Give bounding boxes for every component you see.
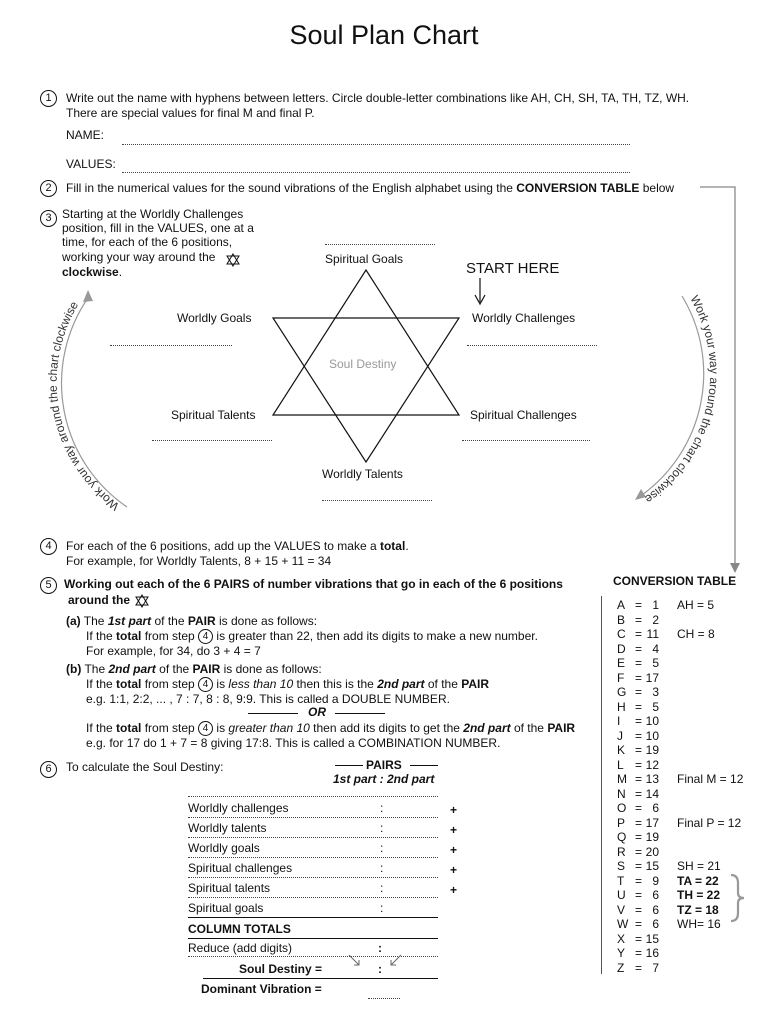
arc-label: Work your way around the chart clockwise — [45, 298, 122, 514]
step3-text: clockwise. — [62, 265, 123, 279]
letter-value: 6 — [652, 902, 659, 917]
spiritual-talents-label: Spiritual Talents — [171, 408, 256, 422]
letter-value: 16 — [645, 946, 659, 960]
pair-row[interactable]: Worldly goals : + — [188, 838, 438, 858]
letter-value: 12 — [645, 757, 659, 772]
letter: X — [617, 931, 626, 946]
column-totals-label: COLUMN TOTALS — [188, 922, 291, 936]
letter-value: 6 — [652, 888, 659, 902]
step3-text: time, for each of the 6 positions, — [62, 235, 233, 249]
letter: H — [617, 699, 626, 714]
step3-text: working your way around the — [62, 250, 216, 264]
worldly-talents-label: Worldly Talents — [322, 467, 403, 481]
step5a-line: If the total from step 4 is greater than 22, then add its digits to make a new number. — [86, 629, 538, 643]
letter: U — [617, 888, 626, 902]
letter: F — [617, 670, 625, 685]
pair-row[interactable]: Spiritual talents : + — [188, 878, 438, 898]
combination-value: WH= 16 — [677, 917, 721, 931]
combination-value: TH = 22 — [677, 888, 721, 902]
step-ref: 4 — [198, 721, 213, 736]
step5b-example: e.g. 1:1, 2:2, ... , 7 : 7, 8 : 8, 9:9. This is called a DOUBLE NUMBER. — [86, 692, 450, 706]
step6-text: To calculate the Soul Destiny: — [66, 760, 224, 774]
downward-triangle — [273, 318, 459, 462]
step5-heading: Working out each of the 6 PAIRS of number vibrations that go in each of the 6 positions — [64, 577, 563, 591]
spiritual-challenges-label: Spiritual Challenges — [470, 408, 577, 422]
letter: A — [617, 598, 626, 612]
reduce-label: Reduce (add digits) — [188, 941, 293, 955]
conversion-table-rule — [601, 596, 603, 974]
letter-value: 19 — [645, 743, 659, 757]
letter: C — [617, 627, 626, 641]
pair-row[interactable]: Worldly challenges : + — [188, 798, 438, 818]
step-number: 6 — [40, 761, 57, 778]
divider — [410, 765, 438, 766]
page-title: Soul Plan Chart — [289, 20, 479, 50]
equals-sign: = — [635, 786, 643, 801]
combination-value: Final M = 12 — [677, 772, 744, 786]
worldly-challenges-label: Worldly Challenges — [472, 311, 576, 325]
pair-row[interactable]: Worldly talents : + — [188, 818, 438, 838]
or-label: OR — [308, 705, 326, 719]
letter-value: 17 — [645, 815, 659, 830]
step-ref: 4 — [198, 677, 213, 692]
divider — [335, 765, 363, 766]
step4-example: For example, for Worldly Talents, 8 + 15 + 11 = 34 — [66, 554, 332, 568]
step5b-line: If the total from step 4 is less than 10 then this is the 2nd part of the PAIR — [86, 677, 490, 691]
equals-sign: = — [635, 612, 643, 627]
letter: L — [617, 757, 624, 772]
letter: S — [617, 859, 626, 873]
letter-value: 11 — [646, 627, 659, 641]
letter-value: 17 — [645, 670, 659, 685]
letter: Z — [617, 960, 625, 975]
letter: R — [617, 844, 626, 859]
equals-sign: = — [635, 859, 643, 873]
spiritual-goals-field[interactable] — [325, 244, 435, 245]
step-number: 5 — [40, 577, 57, 594]
equals-sign: = — [635, 598, 643, 612]
equals-sign: = — [635, 656, 643, 670]
worldly-goals-label: Worldly Goals — [177, 311, 252, 325]
letter-value: 15 — [645, 931, 659, 946]
letter-value: 6 — [652, 917, 659, 931]
divider — [188, 938, 438, 939]
step2-text: Fill in the numerical values for the sound vibrations of the English alphabet using the CONVERSION TABLE below — [66, 181, 675, 195]
letter-value: 10 — [645, 728, 659, 743]
combination-value: Final P = 12 — [677, 815, 742, 830]
letter-value: 4 — [652, 641, 659, 656]
letter-value: 10 — [645, 714, 659, 728]
equals-sign: = — [635, 801, 643, 815]
letter-value: 13 — [645, 772, 659, 786]
combination-value: AH = 5 — [677, 598, 715, 612]
spiritual-challenges-field[interactable] — [462, 440, 590, 441]
step5b-example: e.g. for 17 do 1 + 7 = 8 giving 17:8. This is called a COMBINATION NUMBER. — [86, 736, 501, 750]
letter-value: 19 — [645, 830, 659, 844]
letter: G — [617, 685, 627, 699]
step5b-line: If the total from step 4 is greater than 10 then add its digits to get the 2nd part of the PAIR — [86, 721, 576, 735]
step5a-line: (a) The 1st part of the PAIR is done as follows: — [66, 614, 318, 628]
combination-value: CH = 8 — [677, 627, 715, 641]
equals-sign: = — [635, 772, 643, 786]
letter: O — [617, 801, 627, 815]
combination-value: SH = 21 — [677, 859, 721, 873]
step-number: 4 — [40, 538, 57, 555]
letter-value: 5 — [652, 699, 659, 714]
equals-sign: = — [635, 815, 643, 830]
letter-value: 3 — [652, 685, 659, 699]
letter: Y — [617, 946, 626, 960]
equals-sign: = — [635, 830, 643, 844]
arc-label: Work your way around the chart clockwise — [642, 292, 722, 507]
equals-sign: = — [635, 714, 643, 728]
step-number: 2 — [40, 180, 57, 197]
worldly-talents-field[interactable] — [322, 500, 432, 501]
divider — [248, 713, 298, 714]
step3-text: Starting at the Worldly Challenges — [62, 207, 244, 221]
converge-arrows — [345, 953, 405, 969]
step5-heading: around the — [68, 593, 130, 607]
equals-sign: = — [635, 873, 643, 888]
letter-value: 6 — [652, 801, 659, 815]
conversion-table-title: CONVERSION TABLE — [613, 574, 737, 588]
name-label: NAME: — [66, 128, 105, 142]
step-ref: 4 — [198, 629, 213, 644]
worldly-goals-field[interactable] — [110, 345, 232, 346]
spiritual-talents-field[interactable] — [152, 440, 272, 441]
equals-sign: = — [635, 743, 643, 757]
step-number: 3 — [40, 210, 57, 227]
letter: I — [617, 714, 621, 728]
letter-value: 7 — [652, 960, 659, 975]
equals-sign: = — [635, 946, 643, 960]
grouping-brace — [728, 873, 748, 923]
letter: T — [617, 873, 625, 888]
step-number: 1 — [40, 90, 57, 107]
soul-destiny-label: Soul Destiny — [329, 357, 397, 371]
part-header: 1st part : 2nd part — [333, 772, 435, 786]
equals-sign: = — [635, 670, 643, 685]
equals-sign: = — [635, 641, 643, 656]
conversion-arrow — [700, 180, 750, 575]
letter-value: 2 — [652, 612, 659, 627]
left-arc-arrow — [62, 298, 127, 507]
header-rule — [188, 796, 438, 797]
equals-sign: = — [635, 960, 643, 975]
step1-text: Write out the name with hyphens between letters. Circle double-letter combinations like AH, CH, SH, TA, TH, TZ, WH. — [66, 91, 690, 105]
divider — [335, 713, 385, 714]
letter: K — [617, 743, 626, 757]
letter: P — [617, 815, 626, 830]
step1-text: There are special values for final M and final P. — [66, 106, 315, 120]
letter-value: 5 — [652, 656, 659, 670]
equals-sign: = — [635, 931, 643, 946]
step5a-example: For example, for 34, do 3 + 4 = 7 — [86, 644, 261, 658]
letter-value: 14 — [645, 786, 659, 801]
start-here-label: START HERE — [466, 260, 560, 277]
step3-text: position, fill in the VALUES, one at a — [62, 221, 254, 235]
equals-sign: = — [635, 699, 643, 714]
star-of-david-icon — [135, 594, 149, 608]
equals-sign: = — [635, 627, 643, 641]
combination-value: TA = 22 — [677, 873, 719, 888]
right-arc-arrow — [642, 296, 704, 495]
soul-destiny-total-label: Soul Destiny = — [239, 962, 323, 976]
pair-row[interactable]: Spiritual challenges : + — [188, 858, 438, 878]
letter: E — [617, 656, 626, 670]
soul-destiny-separator: : — [378, 962, 382, 976]
pair-row[interactable]: Spiritual goals : — [188, 901, 384, 915]
equals-sign: = — [635, 728, 643, 743]
reduce-separator: : — [378, 941, 382, 955]
svg-text:Work your way around the chart — [46, 299, 122, 514]
spiritual-goals-label: Spiritual Goals — [325, 252, 404, 266]
equals-sign: = — [635, 888, 643, 902]
step5b-line: (b) The 2nd part of the PAIR is done as follows: — [66, 662, 322, 676]
divider — [203, 978, 438, 979]
letter-value: 1 — [652, 598, 659, 612]
letter: V — [617, 902, 626, 917]
equals-sign: = — [635, 917, 643, 931]
combination-value: TZ = 18 — [677, 902, 719, 917]
dominant-vibration-field[interactable] — [368, 998, 400, 999]
letter-value: 9 — [652, 873, 659, 888]
letter: B — [617, 612, 626, 627]
equals-sign: = — [635, 685, 643, 699]
letter-value: 20 — [645, 844, 659, 859]
equals-sign: = — [635, 757, 643, 772]
letter: N — [617, 786, 626, 801]
letter: Q — [617, 830, 627, 844]
letter: J — [617, 728, 623, 743]
values-label: VALUES: — [66, 157, 116, 171]
equals-sign: = — [635, 844, 643, 859]
letter: M — [617, 772, 627, 786]
worldly-challenges-field[interactable] — [467, 345, 597, 346]
letter: W — [617, 917, 629, 931]
equals-sign: = — [635, 902, 643, 917]
step4-text: For each of the 6 positions, add up the VALUES to make a total. — [66, 539, 409, 553]
dominant-vibration-label: Dominant Vibration = — [201, 982, 322, 996]
divider — [188, 917, 438, 918]
upward-triangle — [273, 270, 459, 415]
pairs-header: PAIRS — [366, 758, 402, 772]
letter-value: 15 — [645, 859, 659, 873]
letter: D — [617, 641, 626, 656]
